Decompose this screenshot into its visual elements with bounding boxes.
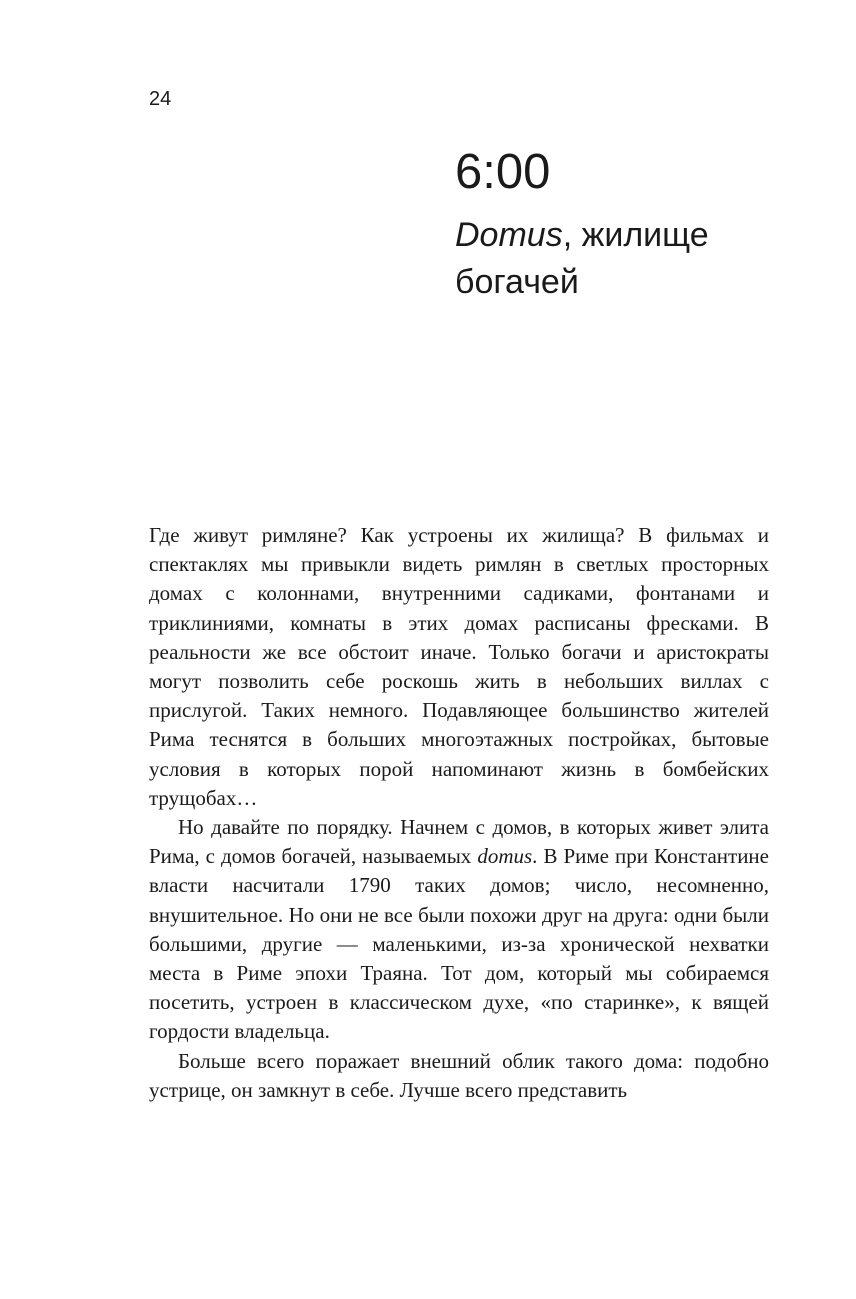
chapter-time: 6:00 (455, 145, 551, 199)
chapter-title-italic: Domus (455, 216, 563, 254)
paragraph-2-after: . В Риме при Константине власти насчитали 1790 таких домов; число, несомненно, внушительное. Но они не все были похожи друг на друга: одни были большими, другие — маленькими, из-за хронической нехватки места в Риме эпохи Траяна. Тот дом, который мы собираемся посетить, устроен в классическом духе, «по старинке», к вящей гордости владельца. (149, 844, 769, 1044)
paragraph-2-italic: domus (477, 844, 533, 869)
body-text (149, 521, 769, 1105)
paragraph-2 (149, 813, 769, 1047)
paragraph-1: Где живут римляне? Как устроены их жилища? В фильмах и спектаклях мы привыкли видеть римлян в светлых просторных домах с колоннами, внутренними садиками, фонтанами и триклиниями, комнаты в этих домах расписаны фресками. В реальности же все обстоит иначе. Только богачи и аристократы могут позволить себе роскошь жить в небольших виллах с прислугой. Таких немного. Подавляющее большинство жителей Рима теснятся в больших многоэтажных постройках, бытовые условия в которых порой напоминают жизнь в бомбейских трущобах… (149, 523, 769, 810)
page-number: 24 (149, 88, 172, 110)
paragraph-2-before: Но давайте по порядку. Начнем с домов, в которых живет элита Рима, с домов богачей, называемых (149, 815, 769, 869)
chapter-title-rest: , жилище богачей (455, 216, 709, 301)
chapter-title (455, 212, 815, 306)
paragraph-3: Больше всего поражает внешний облик такого дома: подобно устрице, он замкнут в себе. Лучше всего представить (149, 1048, 769, 1102)
